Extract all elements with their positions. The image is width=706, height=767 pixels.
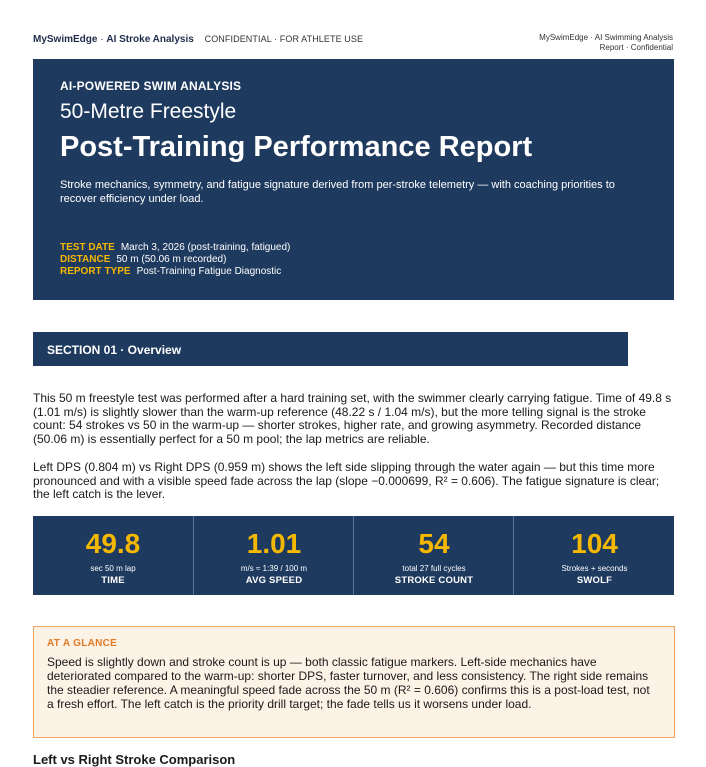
stat-label: SWOLF xyxy=(576,575,613,586)
stat-value: 104 xyxy=(571,528,618,559)
overview-paragraph-1: This 50 m freestyle test was performed after a hard training set, with the swimmer clearly carrying fatigue. Time of 49.8 s (1.01 m/s) is slightly slower than the warm-up reference (48.22 s / 1.04 m/s), but the more telling signal is the stroke count: 54 strokes vs 50 in the warm-up — shorter strokes, higher rate, and growing asymmetry. Recorded distance (50.06 m) is essentially perfect for a 50 m pool; the lap metrics are reliable. xyxy=(33,391,672,446)
stat-unit: Strokes + seconds xyxy=(561,564,628,573)
page-title: Post-Training Performance Report xyxy=(60,131,533,163)
callout-body: Speed is slightly down and stroke count is up — both classic fatigue markers. Left-side mechanics have deteriorated compared to the warm-up: shorter DPS, faster turnover, and less consistency. The right side remains the steadier reference. A meaningful speed fade across the 50 m (R² = 0.606) confirms this is a post-load test, not a fresh effort. The left catch is the priority drill target; the fade tells us it worsens under load. xyxy=(47,655,650,711)
stats-strip xyxy=(33,516,674,595)
stat-value: 49.8 xyxy=(85,528,141,559)
header-right xyxy=(539,33,673,53)
stat-swolf xyxy=(513,516,675,595)
overview-paragraph-2: Left DPS (0.804 m) vs Right DPS (0.959 m) shows the left side slipping through the water again — but this time more pronounced and with a visible speed fade across the lap (slope −0.000699, R² = 0.606). The fatigue signature is clear; the left catch is the lever. xyxy=(33,460,660,501)
product-name: AI Stroke Analysis xyxy=(106,34,194,45)
section-header-overview xyxy=(33,332,628,366)
report-header xyxy=(33,34,673,56)
callout-title: AT A GLANCE xyxy=(47,638,118,649)
stat-unit: sec 50 m lap xyxy=(90,564,136,573)
stat-value: 54 xyxy=(418,528,450,559)
hero-kicker: AI-POWERED SWIM ANALYSIS xyxy=(60,79,242,93)
header-right-line1: MySwimEdge · AI Swimming Analysis xyxy=(539,33,673,42)
section-title: SECTION 01 · Overview xyxy=(47,343,182,357)
brand-line: MySwimEdge · AI Stroke Analysis CONFIDENTIAL · FOR ATHLETE USE xyxy=(33,34,364,45)
at-a-glance-callout xyxy=(33,626,675,738)
hero-banner xyxy=(33,59,674,300)
stat-label: STROKE COUNT xyxy=(394,575,474,586)
stat-label: AVG SPEED xyxy=(245,575,303,586)
meta-distance: DISTANCE 50 m (50.06 m recorded) xyxy=(60,254,227,265)
hero-subtitle: 50-Metre Freestyle xyxy=(60,100,237,123)
stat-stroke-count xyxy=(353,516,514,595)
stat-unit: total 27 full cycles xyxy=(402,564,466,573)
stat-label: TIME xyxy=(101,575,125,586)
hero-description: Stroke mechanics, symmetry, and fatigue signature derived from per-stroke telemetry — with coaching priorities to recover efficiency under load. xyxy=(60,179,615,205)
stat-avg-speed xyxy=(193,516,354,595)
header-right-line2: Report · Confidential xyxy=(599,43,673,52)
stat-value: 1.01 xyxy=(246,528,302,559)
stat-time xyxy=(33,516,193,595)
report-meta xyxy=(60,242,290,278)
confidential-label: CONFIDENTIAL · FOR ATHLETE USE xyxy=(204,34,364,44)
stat-unit: m/s ≈ 1:39 / 100 m xyxy=(240,564,308,573)
brand-name: MySwimEdge xyxy=(33,34,98,45)
meta-test-date: TEST DATE March 3, 2026 (post-training, fatigued) xyxy=(60,242,291,253)
next-section-heading: Left vs Right Stroke Comparison xyxy=(33,752,236,767)
meta-report-type: REPORT TYPE Post-Training Fatigue Diagnostic xyxy=(60,266,282,277)
